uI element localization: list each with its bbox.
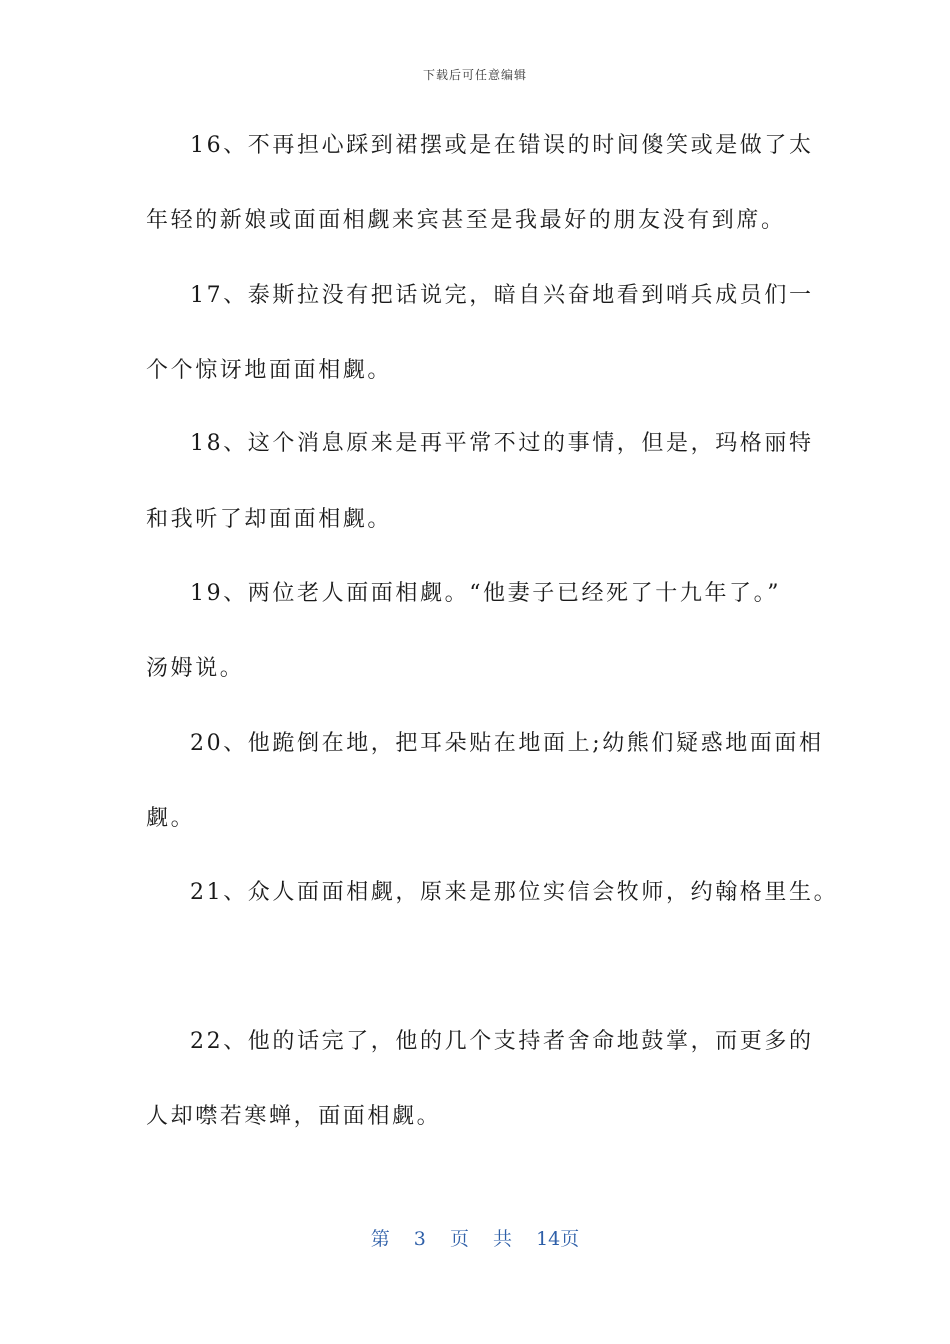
paragraph-line-17a: 17、泰斯拉没有把话说完，暗自兴奋地看到哨兵成员们一	[190, 283, 814, 308]
paragraph-line-18b: 和我听了却面面相觑。	[146, 507, 393, 532]
paragraph-line-18a: 18、这个消息原来是再平常不过的事情，但是，玛格丽特	[190, 431, 814, 456]
footer-total-pages: 14页	[536, 1228, 580, 1250]
paragraph-line-20a: 20、他跪倒在地，把耳朵贴在地面上;幼熊们疑惑地面面相	[190, 731, 824, 756]
footer-label-page: 页	[449, 1228, 469, 1250]
footer-label-total: 共	[493, 1228, 513, 1250]
footer-current-page: 3	[413, 1228, 426, 1250]
paragraph-line-17b: 个个惊讶地面面相觑。	[146, 358, 393, 383]
paragraph-line-20b: 觑。	[146, 806, 196, 831]
paragraph-line-16b: 年轻的新娘或面面相觑来宾甚至是我最好的朋友没有到席。	[146, 208, 786, 233]
page-footer	[0, 1224, 950, 1251]
paragraph-line-22b: 人却噤若寒蝉，面面相觑。	[146, 1104, 442, 1129]
page-header: 下载后可任意编辑	[422, 68, 527, 82]
paragraph-line-21: 21、众人面面相觑，原来是那位实信会牧师，约翰格里生。	[190, 880, 839, 905]
paragraph-line-19b: 汤姆说。	[146, 656, 245, 681]
footer-label-first: 第	[370, 1228, 390, 1250]
paragraph-line-19a: 19、两位老人面面相觑。“他妻子已经死了十九年了。”	[190, 581, 782, 606]
paragraph-line-16a: 16、不再担心踩到裙摆或是在错误的时间傻笑或是做了太	[190, 133, 814, 158]
paragraph-line-22a: 22、他的话完了，他的几个支持者舍命地鼓掌，而更多的	[190, 1029, 814, 1054]
